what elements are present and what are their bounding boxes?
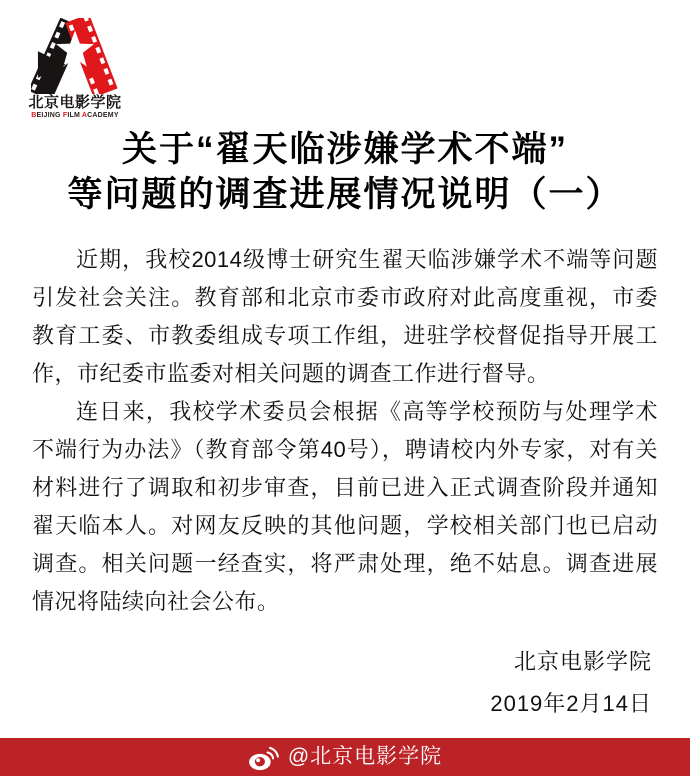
signature-date: 2019年2月14日 [490, 691, 652, 716]
logo-en-initial: A [81, 112, 88, 119]
signature-block [0, 641, 652, 725]
body-paragraph-1: 近期，我校2014级博士研究生翟天临涉嫌学术不端等问题引发社会关注。教育部和北京市委市政府对此高度重视，市委教育工委、市教委组成专项工作组，进驻学校督促指导开展工作，市纪委市监委对相关问题的调查工作进行督导。 [32, 247, 658, 386]
logo-en-rest: ILM [67, 112, 80, 119]
bfa-logo-name-cn: 北京电影学院 [28, 94, 122, 111]
weibo-footer-bar [0, 738, 690, 776]
bfa-logo [26, 18, 124, 120]
logo-en-rest: EIJING [36, 112, 61, 119]
signature-org: 北京电影学院 [513, 649, 652, 674]
bfa-logo-name-en [26, 111, 124, 120]
title-line-1: 关于“翟天临涉嫌学术不端” [121, 130, 568, 169]
weibo-account: @北京电影学院 [287, 745, 443, 768]
bfa-filmstrip-star-icon [31, 18, 119, 94]
title-line-2: 等问题的调查进展情况说明（一） [67, 175, 623, 214]
logo-en-rest: CADEMY [87, 112, 119, 119]
statement-body [32, 241, 658, 621]
logo-en-initial: F [62, 112, 68, 119]
page-title [0, 127, 690, 217]
logo-en-initial: B [31, 112, 37, 119]
weibo-icon [248, 744, 279, 771]
body-paragraph-2: 连日来，我校学术委员会根据《高等学校预防与处理学术不端行为办法》（教育部令第40号），聘请校内外专家，对有关材料进行了调取和初步审查，目前已进入正式调查阶段并通知翟天临本人。对网友反映的其他问题，学校相关部门也已启动调查。相关问题一经查实，将严肃处理，绝不姑息。调查进展情况将陆续向社会公布。 [32, 399, 658, 614]
